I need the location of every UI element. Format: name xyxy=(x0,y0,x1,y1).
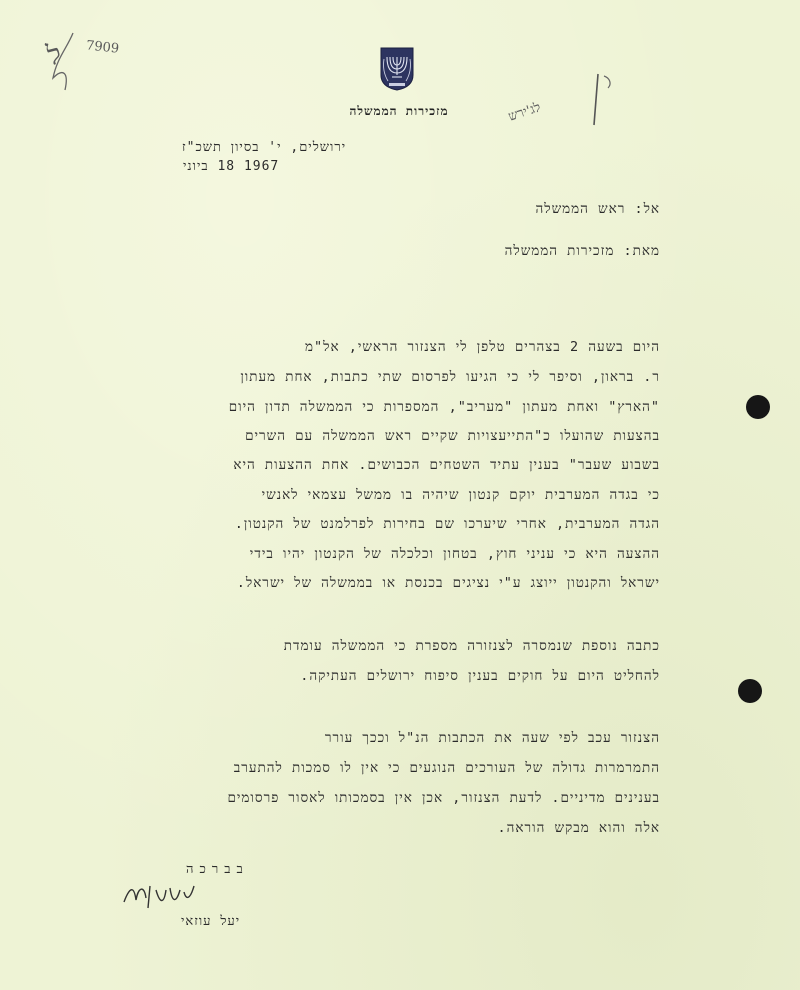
punch-hole-top xyxy=(746,395,770,419)
paragraph-1-line: כי בגדה המערבית יוקם קנטון שיהיה בו ממשל עצמאי לאנשי xyxy=(261,487,660,503)
handwritten-initial-text: ל xyxy=(43,36,66,73)
date-hebrew: ירושלים, י' בסיון תשכ"ז xyxy=(182,140,347,155)
paragraph-3-line: אלה והוא מבקש הוראה. xyxy=(497,820,660,836)
date-gregorian: 1967 18 ביוני xyxy=(183,159,280,174)
paragraph-1-line: הגדה המערבית, אחרי שיערכו שם בחירות לפרלמנט של הקנטון. xyxy=(234,516,660,532)
handwritten-right-note-text: לג'ירש xyxy=(506,100,543,125)
handwritten-right-stroke xyxy=(580,70,620,130)
menorah-emblem-icon xyxy=(378,45,416,91)
handwritten-right-note xyxy=(506,99,542,124)
paragraph-2-line: כתבה נוספת שנמסרה לצנזורה מספרת כי הממשלה עומדת xyxy=(283,638,660,654)
paragraph-1-line: "הארץ" ואחת מעתון "מעריב", המספרות כי הממשלה תדון היום xyxy=(228,399,660,415)
recipient-line: אל: ראש הממשלה xyxy=(535,201,660,217)
paragraph-1-line: בהצעות שהועלו כ"התייעצויות שקיים ראש הממשלה עם השרים xyxy=(245,428,660,444)
handwritten-signature xyxy=(120,880,200,914)
paragraph-1-line: ההצעה היא כי עניני חוץ, בטחון וכלכלה של הקנטון יהיו בידי xyxy=(249,546,660,562)
handwritten-number-text: 7909 xyxy=(85,38,120,57)
paragraph-3-line: התמרמרות גדולה של העורכים הנוגעים כי אין לו סמכות להתערב xyxy=(233,760,660,776)
handwritten-number xyxy=(85,38,119,56)
sender-line: מאת: מזכירות הממשלה xyxy=(504,243,660,259)
paragraph-1-line: היום בשעה 2 בצהרים טלפן לי הצנזור הראשי, אל"מ xyxy=(305,339,660,355)
punch-hole-bottom xyxy=(738,679,762,703)
paragraph-2-line: להחליט היום על חוקים בענין סיפוח ירושלים העתיקה. xyxy=(300,668,660,684)
paragraph-1-line: בשבוע שעבר" בענין עתיד השטחים הכבושים. אחת ההצעות היא xyxy=(233,457,660,473)
handwritten-scribble-mark xyxy=(45,28,85,98)
paragraph-3-line: הצנזור עכב לפי שעה את הכתבות הנ"ל וככך עורר xyxy=(324,730,660,746)
paragraph-1-line: ישראל והקנטון ייוצג ע"י נציגים בכנסת או בממשלה של ישראל. xyxy=(236,575,660,591)
closing-greeting: בברכה xyxy=(186,862,249,877)
paragraph-1-line: ר. בראון, וסיפר לי כי הגיעו לפרסום שתי כתבות, אחת מעתון xyxy=(240,369,660,385)
signer-name: יעל עוזאי xyxy=(181,914,241,929)
letterhead-office-name: מזכירות הממשלה xyxy=(349,104,449,118)
paragraph-3-line: בענינים מדיניים. לדעת הצנזור, אכן אין בסמכותו לאסור פרסומים xyxy=(227,790,660,806)
